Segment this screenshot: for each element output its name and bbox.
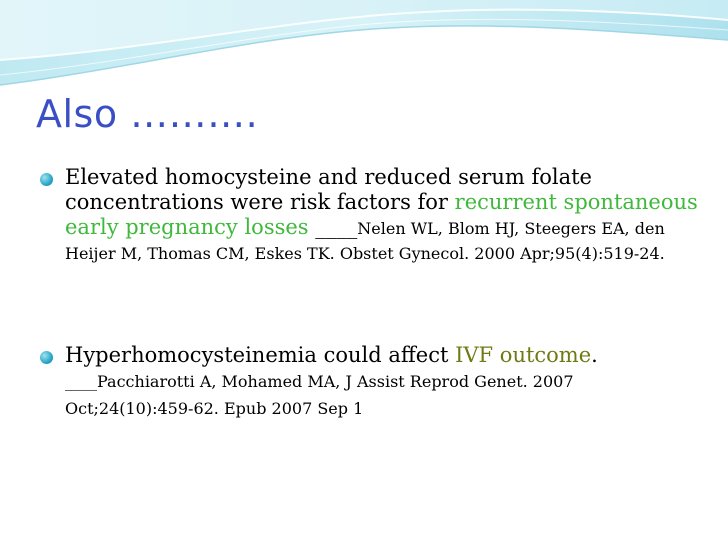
bullet-1-text: [65, 165, 700, 265]
bullet-1-body: Elevated homocysteine and reduced serum folate concentrations were risk factors for: [65, 165, 592, 214]
bullet-icon: [40, 351, 53, 364]
bullet-1-ref-prefix: ____: [308, 215, 358, 239]
bullet-2-text: [65, 343, 700, 368]
bullet-1-reference: Nelen WL, Blom HJ, Steegers EA, den Heijer M, Thomas CM, Eskes TK. Obstet Gynecol. 2000 Apr;95(4):519-24.: [65, 219, 665, 263]
bullet-icon: [40, 173, 53, 186]
header-wave-decoration: [0, 0, 728, 100]
bullet-1-highlight: recurrent spontaneous early pregnancy losses: [65, 190, 698, 239]
bullet-2-highlight: IVF outcome: [455, 343, 592, 367]
bullet-2-end: .: [591, 343, 598, 367]
bullet-item-2: [40, 343, 700, 422]
slide-title: Also ……….: [36, 92, 259, 136]
bullet-item-1: [40, 165, 700, 265]
bullet-2-reference: ____Pacchiarotti A, Mohamed MA, J Assist Reprod Genet. 2007 Oct;24(10):459-62. Epub 2007 Sep 1: [65, 372, 574, 418]
bullet-2-body: Hyperhomocysteinemia could affect: [65, 343, 456, 367]
